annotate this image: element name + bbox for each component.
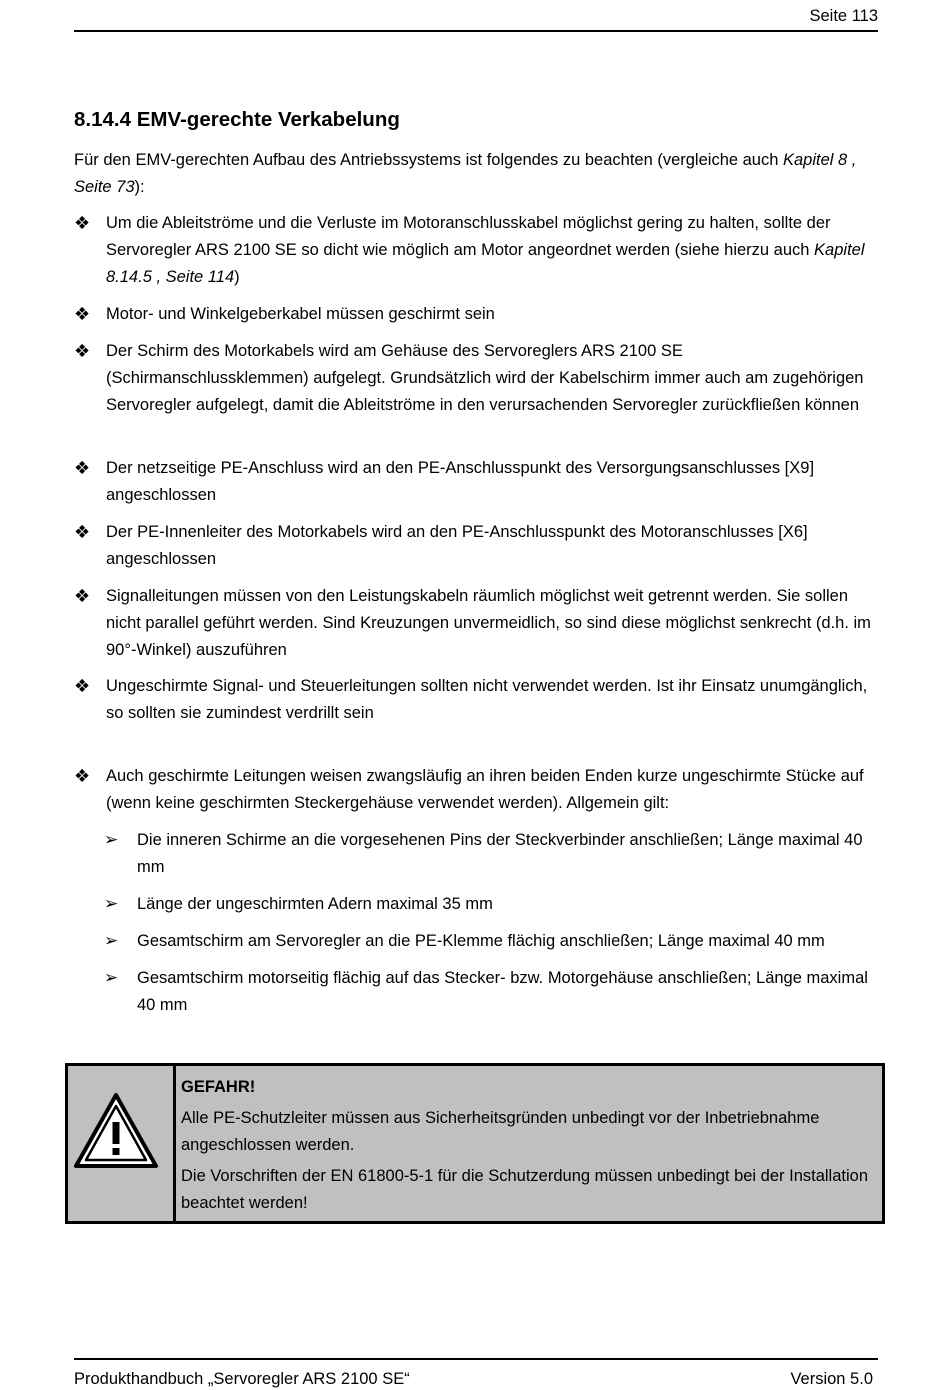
- footer-document-title: Produkthandbuch „Servoregler ARS 2100 SE“: [74, 1370, 410, 1388]
- warning-icon-cell: [68, 1066, 176, 1221]
- list-item-text: Auch geschirmte Leitungen weisen zwangsläufig an ihren beiden Enden kurze ungeschirmte Stücke auf (wenn keine geschirmten Steckergehäuse verwendet werden). Allgemein gilt:: [106, 767, 864, 812]
- four-diamond-bullet-icon: ❖: [74, 304, 91, 325]
- list-item-text: Der netzseitige PE-Anschluss wird an den PE-Anschlusspunkt des Versorgungsanschlusses [X9] angeschlossen: [106, 459, 815, 504]
- list-item: [74, 338, 874, 419]
- list-item: [74, 763, 874, 817]
- intro-chapter-reference[interactable]: Kapitel 8 , Seite 73: [74, 151, 857, 196]
- sub-list-item-text: Länge der ungeschirmten Adern maximal 35 mm: [137, 895, 493, 913]
- intro-paragraph: [74, 147, 874, 201]
- four-diamond-bullet-icon: ❖: [74, 766, 91, 787]
- warning-triangle-icon: [73, 1092, 159, 1170]
- four-diamond-bullet-icon: ❖: [74, 522, 91, 543]
- arrowhead-bullet-icon: ➢: [104, 968, 119, 988]
- page-number: Seite 113: [809, 7, 878, 25]
- sub-list-item-text: Die inneren Schirme an die vorgesehenen Pins der Steckverbinder anschließen; Länge maximal 40 mm: [137, 831, 863, 876]
- sub-list-item: [104, 891, 879, 918]
- list-item: [74, 455, 874, 509]
- sub-list-item: [104, 965, 879, 1019]
- page-header: [74, 6, 878, 32]
- chapter-reference-link[interactable]: Kapitel 8.14.5 , Seite 114: [106, 241, 865, 286]
- four-diamond-bullet-icon: ❖: [74, 213, 91, 234]
- four-diamond-bullet-icon: ❖: [74, 341, 91, 362]
- sub-list-item-text: Gesamtschirm am Servoregler an die PE-Klemme flächig anschließen; Länge maximal 40 mm: [137, 932, 825, 950]
- arrowhead-bullet-icon: ➢: [104, 830, 119, 850]
- intro-end: ):: [134, 178, 145, 196]
- list-item: [74, 673, 874, 727]
- list-item-text: Der PE-Innenleiter des Motorkabels wird an den PE-Anschlusspunkt des Motoranschlusses [X6] angeschlossen: [106, 523, 808, 568]
- list-item: [74, 519, 874, 573]
- intro-text: Für den EMV-gerechten Aufbau des Antriebssystems ist folgendes zu beachten (vergleiche auch: [74, 151, 783, 169]
- footer-version: Version 5.0: [790, 1370, 873, 1388]
- arrowhead-bullet-icon: ➢: [104, 931, 119, 951]
- four-diamond-bullet-icon: ❖: [74, 676, 91, 697]
- list-item-text: Motor- und Winkelgeberkabel müssen geschirmt sein: [106, 305, 495, 323]
- list-item: [74, 583, 874, 664]
- section-title: 8.14.4 EMV-gerechte Verkabelung: [74, 108, 400, 131]
- page-footer: [74, 1358, 878, 1390]
- warning-paragraph-1: Alle PE-Schutzleiter müssen aus Sicherheitsgründen unbedingt vor der Inbetriebnahme angeschlossen werden.: [181, 1109, 820, 1154]
- warning-content: [181, 1074, 876, 1217]
- danger-warning-box: [65, 1063, 885, 1224]
- sub-list-item-text: Gesamtschirm motorseitig flächig auf das Stecker- bzw. Motorgehäuse anschließen; Länge maximal 40 mm: [137, 969, 868, 1014]
- list-item-text: Ungeschirmte Signal- und Steuerleitungen sollten nicht verwendet werden. Ist ihr Einsatz unumgänglich, so sollten sie zumindest verdrillt sein: [106, 677, 868, 722]
- list-item: [74, 301, 874, 328]
- sub-list-item: [104, 928, 879, 955]
- list-item-text-end: ): [234, 268, 240, 286]
- four-diamond-bullet-icon: ❖: [74, 586, 91, 607]
- list-item-text: Signalleitungen müssen von den Leistungskabeln räumlich möglichst weit getrennt werden. Sie sollen nicht parallel geführt werden. Sind Kreuzungen unvermeidlich, so sind diese möglichst senkrecht (d.h. im 90°-Winkel) auszuführen: [106, 587, 871, 659]
- list-item-text: Um die Ableitströme und die Verluste im Motoranschlusskabel möglichst gering zu halten, sollte der Servoregler ARS 2100 SE so dicht wie möglich am Motor angeordnet werden (siehe hierzu auch: [106, 214, 831, 259]
- warning-paragraph-2: Die Vorschriften der EN 61800-5-1 für die Schutzerdung müssen unbedingt bei der Installation beachtet werden!: [181, 1167, 868, 1212]
- four-diamond-bullet-icon: ❖: [74, 458, 91, 479]
- list-item: [74, 210, 874, 291]
- arrowhead-bullet-icon: ➢: [104, 894, 119, 914]
- warning-title: GEFAHR!: [181, 1078, 256, 1096]
- list-item-text: Der Schirm des Motorkabels wird am Gehäuse des Servoreglers ARS 2100 SE (Schirmanschlussklemmen) aufgelegt. Grundsätzlich wird der Kabelschirm immer auch am zugehörigen Servoregler aufgelegt, damit die Ableitströme in den verursachenden Servoregler zurückfließen können: [106, 342, 864, 414]
- sub-list-item: [104, 827, 879, 881]
